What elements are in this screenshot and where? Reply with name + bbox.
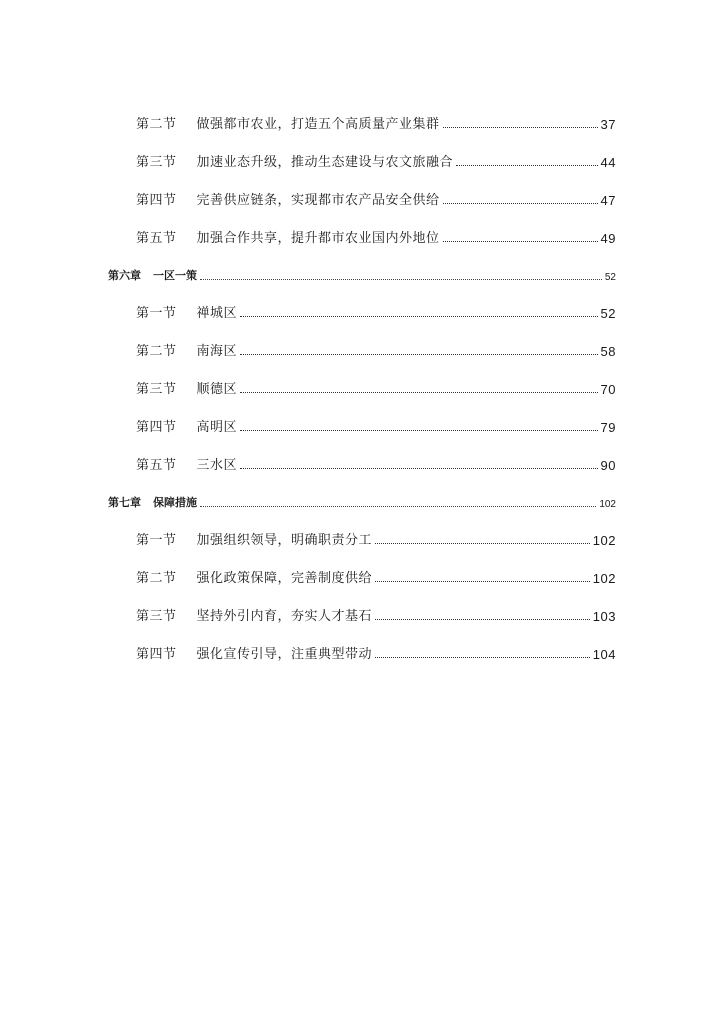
dot-leader — [240, 430, 598, 431]
toc-entry-page: 102 — [592, 533, 616, 548]
toc-entry-title: 加强组织领导，明确职责分工 — [196, 533, 373, 548]
toc-entry-page: 37 — [600, 117, 616, 132]
toc-entry-label: 第二节 — [136, 344, 177, 359]
dot-leader — [375, 657, 590, 658]
toc-entry-page: 70 — [600, 382, 616, 397]
toc-chapter[interactable] — [108, 246, 616, 283]
toc-entry-label: 第三节 — [136, 609, 177, 624]
dot-leader — [443, 127, 598, 128]
toc-entry[interactable] — [108, 283, 616, 321]
toc-entry-label: 第四节 — [136, 193, 177, 208]
toc-entry-page: 44 — [600, 155, 616, 170]
toc-entry-title: 加强合作共享，提升都市农业国内外地位 — [196, 231, 440, 246]
toc-entry-page: 49 — [600, 231, 616, 246]
toc-entry[interactable] — [108, 170, 616, 208]
dot-leader — [240, 392, 598, 393]
toc-entry-label: 第三节 — [136, 382, 177, 397]
toc-entry[interactable] — [108, 321, 616, 359]
dot-leader — [240, 468, 598, 469]
toc-entry-page: 103 — [592, 609, 616, 624]
toc-chapter-label: 第七章 — [108, 496, 141, 509]
toc-entry-title: 强化宣传引导，注重典型带动 — [196, 647, 373, 662]
dot-leader — [375, 581, 590, 582]
toc-entry-title: 做强都市农业，打造五个高质量产业集群 — [196, 117, 440, 132]
dot-leader — [456, 165, 598, 166]
toc-entry[interactable] — [108, 132, 616, 170]
toc-entry-label: 第一节 — [136, 306, 177, 321]
toc-entry[interactable] — [108, 510, 616, 548]
toc-entry-page: 104 — [592, 647, 616, 662]
dot-leader — [443, 203, 598, 204]
toc-entry-page: 102 — [592, 571, 616, 586]
toc-entry-title: 顺德区 — [196, 382, 238, 397]
toc-entry-page: 52 — [600, 306, 616, 321]
toc-entry-label: 第五节 — [136, 231, 177, 246]
toc-entry-page: 90 — [600, 458, 616, 473]
toc-entry-label: 第四节 — [136, 647, 177, 662]
dot-leader — [240, 354, 598, 355]
toc-entry-label: 第二节 — [136, 117, 177, 132]
toc-entry[interactable] — [108, 548, 616, 586]
dot-leader — [240, 316, 598, 317]
toc-entry-label: 第二节 — [136, 571, 177, 586]
toc-entry[interactable] — [108, 94, 616, 132]
toc-entry[interactable] — [108, 624, 616, 662]
toc-chapter-title: 保障措施 — [153, 496, 197, 509]
dot-leader — [375, 543, 590, 544]
toc-entry-title: 坚持外引内育，夯实人才基石 — [196, 609, 373, 624]
toc-chapter-page: 52 — [604, 272, 616, 283]
toc-entry-label: 第三节 — [136, 155, 177, 170]
toc-chapter-title: 一区一策 — [153, 269, 197, 282]
toc-chapter-page: 102 — [599, 499, 616, 510]
toc-entry-label: 第一节 — [136, 533, 177, 548]
toc-entry-title: 禅城区 — [196, 306, 238, 321]
toc-entry[interactable] — [108, 435, 616, 473]
toc-entry-title: 高明区 — [196, 420, 238, 435]
toc-chapter-label: 第六章 — [108, 269, 141, 282]
table-of-contents — [108, 94, 616, 662]
dot-leader — [375, 619, 590, 620]
toc-entry-title: 加速业态升级，推动生态建设与农文旅融合 — [196, 155, 454, 170]
toc-entry-page: 47 — [600, 193, 616, 208]
toc-entry-page: 79 — [600, 420, 616, 435]
toc-entry-label: 第四节 — [136, 420, 177, 435]
toc-entry[interactable] — [108, 208, 616, 246]
dot-leader — [443, 241, 598, 242]
toc-entry-label: 第五节 — [136, 458, 177, 473]
toc-entry[interactable] — [108, 359, 616, 397]
toc-chapter[interactable] — [108, 473, 616, 510]
toc-entry-title: 完善供应链条，实现都市农产品安全供给 — [196, 193, 440, 208]
dot-leader — [200, 279, 602, 280]
toc-entry[interactable] — [108, 586, 616, 624]
dot-leader — [200, 506, 596, 507]
toc-entry-title: 三水区 — [196, 458, 238, 473]
toc-entry-title: 强化政策保障，完善制度供给 — [196, 571, 373, 586]
toc-entry[interactable] — [108, 397, 616, 435]
toc-entry-page: 58 — [600, 344, 616, 359]
toc-entry-title: 南海区 — [196, 344, 238, 359]
